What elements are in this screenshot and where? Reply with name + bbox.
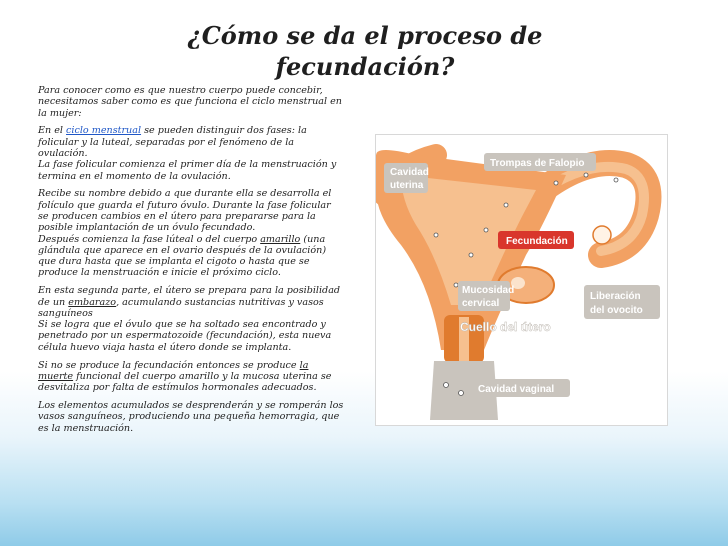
label-liberacion-2: del ovocito — [590, 305, 643, 316]
page-title: ¿Cómo se da el proceso de fecundación? — [187, 21, 543, 81]
label-trompas-de-falopio: Trompas de Falopio — [490, 158, 585, 169]
paragraph-follicle: Recibe su nombre debido a que durante ella se desarrolla el folículo que guarda el futuro óvulo. Durante la fase folicular se producen cambios en el útero para prepararse para la posible implantación de un óvulo fecundado. — [38, 188, 332, 234]
label-ovario: Ovario — [526, 302, 565, 316]
label-mucosidad-1: Mucosidad — [462, 285, 515, 296]
label-cavidad-uterina-2: uterina — [390, 180, 424, 191]
paragraph-fertilization: Si se logra que el óvulo que se ha soltado sea encontrado y penetrado por un espermatozoide (fecundación), esta nueva célula huevo viaja hasta el útero donde se implanta. — [38, 319, 332, 353]
label-fecundacion: Fecundación — [506, 236, 568, 247]
label-mucosidad-2: cervical — [462, 298, 500, 309]
paragraph-menstruation: Los elementos acumulados se desprenderán y se romperán los vasos sanguíneos, produciendo una pequeña hemorragia, que es la menstruación. — [38, 399, 344, 434]
label-cuello-del-utero: Cuello del útero — [460, 320, 551, 334]
uterus-illustration — [376, 135, 667, 425]
paragraph-luteal-end: (una glándula que aparece en el ovario después de la ovulación) que dura hasta que se implanta el cigoto o hasta que se produce la menstruación e inicie el próximo ciclo. — [38, 233, 327, 279]
label-liberacion-1: Liberación — [590, 291, 641, 302]
paragraph-luteal-phase — [38, 234, 344, 279]
paragraph-nofert-start: Si no se produce la fecundación entonces se produce — [38, 359, 300, 371]
label-cavidad-vaginal: Cavidad vaginal — [478, 384, 555, 395]
paragraph-nofert-end: funcional del cuerpo amarillo y la mucosa uterina se desvitaliza por falta de estímulos hormonales adecuados. — [38, 370, 332, 394]
paragraph-intro: Para conocer como es que nuestro cuerpo puede concebir, necesitamos saber como es que funciona el ciclo menstrual en la mujer: — [38, 85, 342, 119]
paragraph-no-fertilization — [38, 360, 344, 394]
body-text — [38, 85, 344, 440]
link-amarillo[interactable]: amarillo — [260, 233, 301, 245]
paragraph-second-end: , acumulando sustancias nutritivas y vasos sanguíneos — [38, 296, 324, 319]
paragraph-follicular-phase: La fase folicular comienza el primer día de la menstruación y termina en el momento de la ovulación. — [38, 159, 337, 182]
paragraph-phases-start: En el — [38, 125, 67, 137]
ovum — [593, 226, 611, 244]
paragraph-phases — [38, 125, 344, 159]
paragraph-phases-end: se pueden distinguir dos fases: la folicular y la luteal, separadas por el fenómeno de la ovulación. — [38, 125, 307, 159]
paragraph-luteal-start: Después comienza la fase lúteal o del cuerpo — [38, 233, 261, 245]
paragraph-second-start: En esta segunda parte, el útero se prepara para la posibilidad de un — [38, 285, 341, 308]
fertilization-diagram — [375, 134, 668, 426]
paragraph-second-part — [38, 285, 344, 319]
link-la-muerte[interactable]: la muerte — [38, 359, 309, 382]
label-cavidad-uterina-1: Cavidad — [390, 167, 429, 178]
link-embarazo[interactable]: embarazo — [68, 296, 117, 308]
link-ciclo-menstrual[interactable]: ciclo menstrual — [66, 125, 142, 137]
